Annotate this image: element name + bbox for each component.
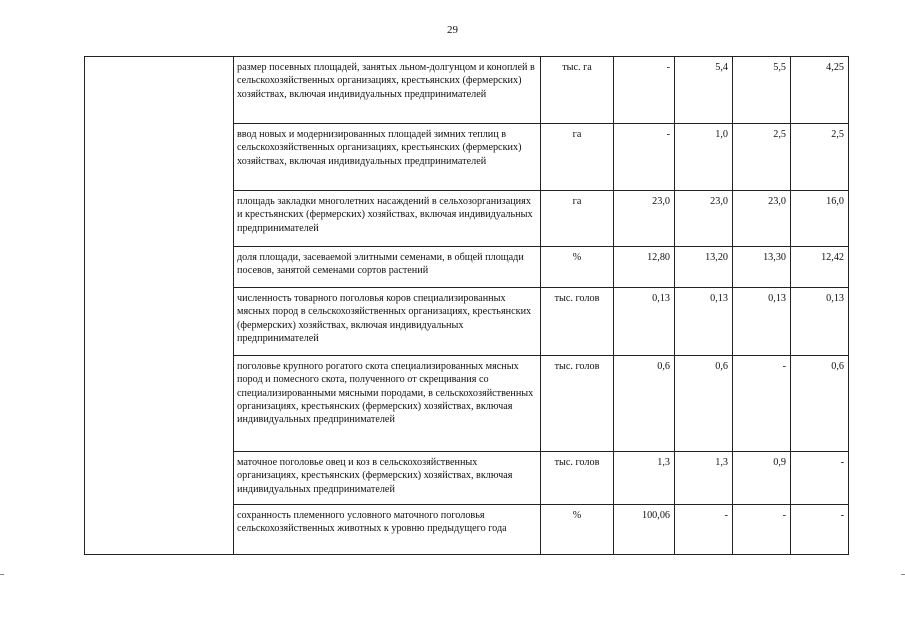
value-cell: -: [791, 452, 849, 505]
table-row: [85, 57, 849, 124]
unit-cell: %: [541, 505, 614, 555]
indicator-cell: численность товарного поголовья коров специализированных мясных пород в сельскохозяйственных организациях, крестьянских (фермерских) хозяйствах, включая индивидуальных предпринимателей: [234, 288, 541, 356]
value-cell: 12,42: [791, 247, 849, 288]
value-cell: 23,0: [614, 191, 675, 247]
indicator-cell: поголовье крупного рогатого скота специализированных мясных пород и помесного скота, полученного от скрещивания со специализированными мясными породами, в сельскохозяйственных организациях, крестьянских (фермерских) хозяйствах, включая индивидуальных предпринимателей: [234, 356, 541, 452]
value-cell: 0,13: [733, 288, 791, 356]
value-cell: -: [733, 356, 791, 452]
unit-cell: тыс. голов: [541, 288, 614, 356]
page-number: 29: [447, 24, 458, 36]
value-cell: 1,0: [675, 124, 733, 191]
indicator-cell: доля площади, засеваемой элитными семенами, в общей площади посевов, занятой семенами сортов растений: [234, 247, 541, 288]
value-cell: 0,13: [791, 288, 849, 356]
value-cell: 5,4: [675, 57, 733, 124]
value-cell: 13,30: [733, 247, 791, 288]
right-edge-mark: [901, 574, 905, 575]
value-cell: -: [614, 57, 675, 124]
value-cell: 0,9: [733, 452, 791, 505]
value-cell: 100,06: [614, 505, 675, 555]
value-cell: 0,13: [614, 288, 675, 356]
value-cell: 1,3: [614, 452, 675, 505]
value-cell: 2,5: [733, 124, 791, 191]
indicator-cell: ввод новых и модернизированных площадей зимних теплиц в сельскохозяйственных организациях, крестьянских (фермерских) хозяйствах, включая индивидуальных предпринимателей: [234, 124, 541, 191]
value-cell: 12,80: [614, 247, 675, 288]
value-cell: 0,6: [675, 356, 733, 452]
value-cell: -: [733, 505, 791, 555]
indicator-cell: сохранность племенного условного маточного поголовья сельскохозяйственных животных к уровню предыдущего года: [234, 505, 541, 555]
unit-cell: тыс. голов: [541, 452, 614, 505]
value-cell: 23,0: [733, 191, 791, 247]
value-cell: 0,6: [614, 356, 675, 452]
first-column-cell: [85, 57, 234, 555]
indicator-cell: размер посевных площадей, занятых льном-долгунцом и коноплей в сельскохозяйственных организациях, крестьянских (фермерских) хозяйствах, включая индивидуальных предпринимателей: [234, 57, 541, 124]
value-cell: 0,6: [791, 356, 849, 452]
value-cell: 4,25: [791, 57, 849, 124]
indicator-cell: площадь закладки многолетних насаждений в сельхозорганизациях и крестьянских (фермерских) хозяйствах, включая индивидуальных предпринимателей: [234, 191, 541, 247]
value-cell: 16,0: [791, 191, 849, 247]
unit-cell: га: [541, 191, 614, 247]
unit-cell: тыс. га: [541, 57, 614, 124]
unit-cell: тыс. голов: [541, 356, 614, 452]
indicators-table: [84, 56, 849, 555]
left-edge-mark: [0, 574, 4, 575]
value-cell: 0,13: [675, 288, 733, 356]
value-cell: 1,3: [675, 452, 733, 505]
value-cell: -: [791, 505, 849, 555]
value-cell: 2,5: [791, 124, 849, 191]
value-cell: 23,0: [675, 191, 733, 247]
value-cell: -: [675, 505, 733, 555]
unit-cell: га: [541, 124, 614, 191]
value-cell: 5,5: [733, 57, 791, 124]
indicator-cell: маточное поголовье овец и коз в сельскохозяйственных организациях, крестьянских (фермерских) хозяйствах, включая индивидуальных предпринимателей: [234, 452, 541, 505]
unit-cell: %: [541, 247, 614, 288]
value-cell: 13,20: [675, 247, 733, 288]
value-cell: -: [614, 124, 675, 191]
